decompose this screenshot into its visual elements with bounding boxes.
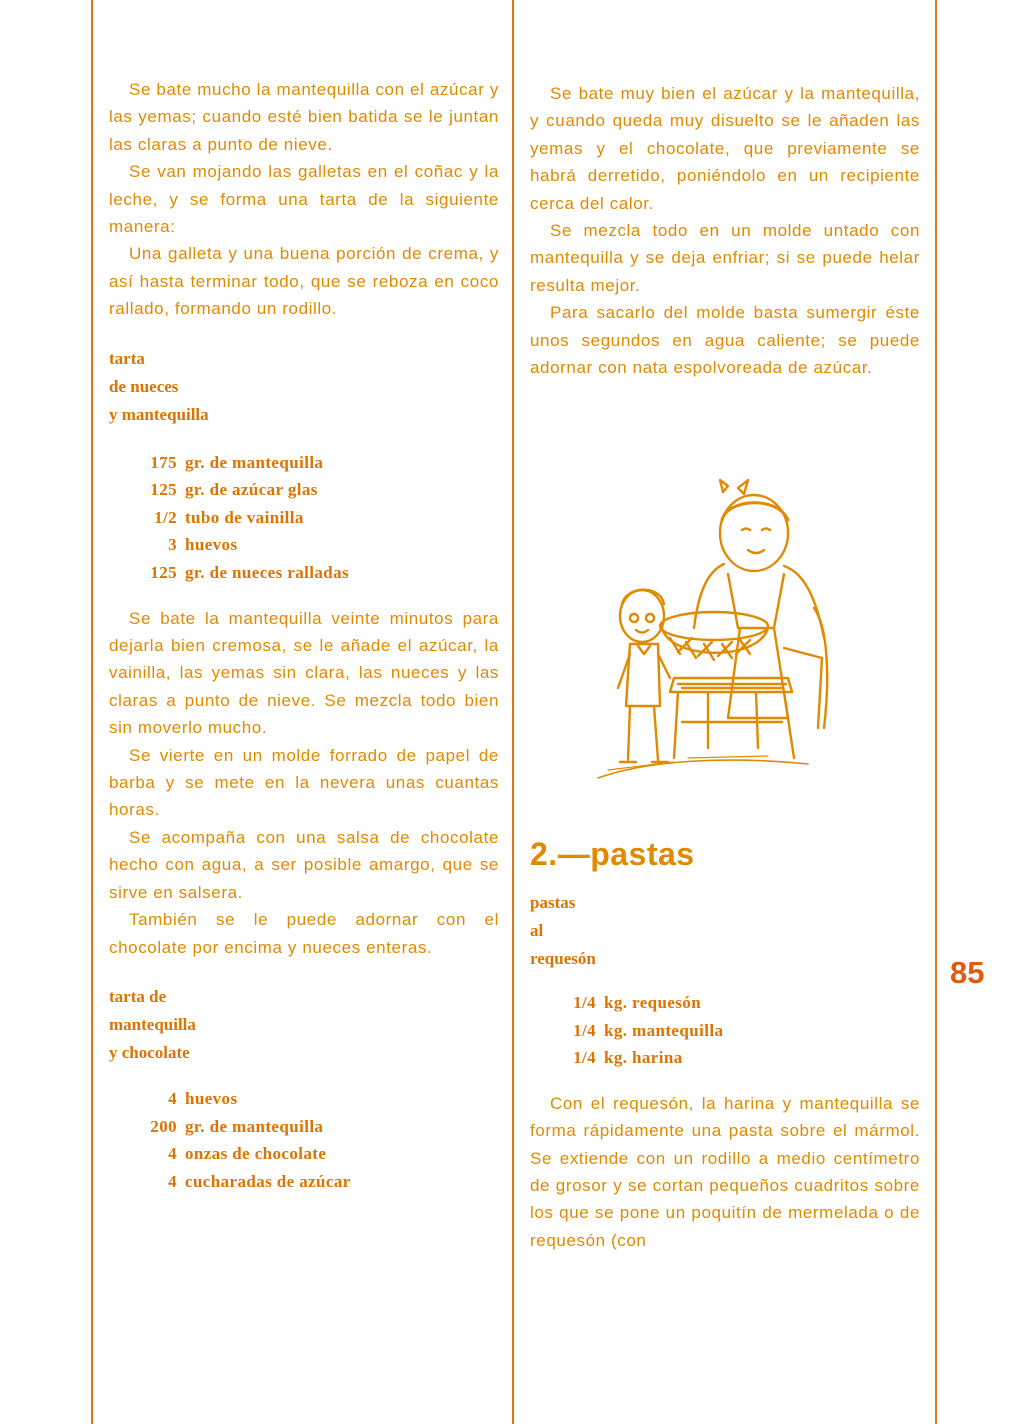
ingredient-item: [566, 1017, 920, 1045]
intro-paragraph: Se van mojando las galletas en el coñac y la leche, y se forma una tarta de la siguiente manera:: [109, 162, 499, 237]
ingredient-item: [566, 989, 920, 1017]
ingredient-qty: 4: [168, 1171, 177, 1191]
ingredient-item: [139, 1140, 499, 1168]
ingredient-qty: 1/4: [573, 993, 596, 1012]
column-rule-left: [91, 0, 93, 1424]
ingredient-name: kg. mantequilla: [604, 1020, 724, 1040]
ingredient-qty: 1/4: [573, 1020, 596, 1040]
recipe-title-line: tarta: [109, 348, 145, 368]
ingredient-item: [139, 531, 499, 559]
ingredient-qty: 125: [150, 563, 177, 583]
ingredient-item: [139, 1113, 499, 1141]
right-column-lower: [530, 836, 920, 1254]
ingredient-item: [139, 1085, 499, 1113]
ingredient-name: huevos: [185, 1088, 238, 1108]
ingredient-name: onzas de chocolate: [185, 1144, 327, 1164]
right-column: [530, 80, 920, 381]
body-paragraph: Con el requesón, la harina y mantequilla se forma rápidamente una pasta sobre el mármol. Se extiende con un rodillo a medio centímetro de grosor y se cortan pequeños cuadritos sobre los que se pone un poquitín de mermelada o de requesón (con: [530, 1093, 920, 1250]
recipe-title-line: tarta de: [109, 986, 167, 1006]
ingredient-list: [566, 989, 920, 1072]
recipe-title-nueces: [109, 345, 499, 429]
ingredient-qty: 4: [168, 1144, 177, 1164]
recipe-title-pastas: [530, 889, 920, 973]
ingredient-list: [139, 449, 499, 587]
recipe-title-line: y mantequilla: [109, 404, 209, 424]
intro-paragraph: Para sacarlo del molde basta sumergir éste unos segundos en agua caliente; se puede adornar con nata espolvoreada de azúcar.: [530, 303, 920, 378]
ingredient-item: [139, 449, 499, 477]
ingredient-qty: 1/2: [154, 507, 177, 527]
ingredient-list: [139, 1085, 499, 1195]
body-paragraph: También se le puede adornar con el chocolate por encima y nueces enteras.: [109, 910, 499, 957]
ingredient-qty: 3: [168, 535, 177, 555]
page-number: 85: [950, 955, 985, 990]
ingredient-qty: 175: [150, 452, 177, 472]
body-paragraph: Se acompaña con una salsa de chocolate hecho con agua, a ser posible amargo, que se sirve en salsera.: [109, 827, 499, 902]
recipe-title-chocolate: [109, 983, 499, 1067]
recipe-title-line: mantequilla: [109, 1014, 196, 1034]
ingredient-name: gr. de mantequilla: [185, 1116, 324, 1136]
recipe-title-line: y chocolate: [109, 1042, 190, 1062]
recipe-title-line: requesón: [530, 949, 596, 968]
ingredient-name: kg. harina: [604, 1048, 683, 1068]
ingredient-qty: 1/4: [573, 1048, 596, 1068]
ingredient-name: gr. de nueces ralladas: [185, 563, 350, 583]
left-column: [109, 76, 499, 1195]
ingredient-qty: 125: [150, 480, 177, 500]
ingredient-item: [139, 476, 499, 504]
ingredient-qty: 200: [150, 1116, 177, 1136]
intro-paragraph: Se mezcla todo en un molde untado con mantequilla y se deja enfriar; si se puede helar resulta mejor.: [530, 221, 920, 295]
ingredient-name: cucharadas de azúcar: [185, 1171, 351, 1191]
column-rule-center: [512, 0, 514, 1424]
ingredient-item: [139, 559, 499, 587]
recipe-title-line: al: [530, 921, 544, 940]
ingredient-item: [566, 1044, 920, 1072]
ingredient-item: [139, 504, 499, 532]
recipe-title-line: de nueces: [109, 376, 179, 396]
ingredient-name: kg. requesón: [604, 993, 702, 1012]
column-rule-right: [935, 0, 937, 1424]
ingredient-name: tubo de vainilla: [185, 507, 304, 527]
intro-paragraph: Se bate mucho la mantequilla con el azúcar y las yemas; cuando esté bien batida se le juntan las claras a punto de nieve.: [109, 80, 499, 154]
ingredient-name: huevos: [185, 535, 238, 555]
body-paragraph: Se vierte en un molde forrado de papel de barba y se mete en la nevera unas cuantas horas.: [109, 745, 499, 820]
intro-paragraph: Se bate muy bien el azúcar y la mantequilla, y cuando queda muy disuelto se le añaden las yemas y el chocolate, que previamente se habrá derretido, poniéndolo en un recipiente cerca del calor.: [530, 84, 920, 213]
ingredient-qty: 4: [168, 1088, 177, 1108]
body-paragraph: Se bate la mantequilla veinte minutos para dejarla bien cremosa, se le añade el azúcar, la vainilla, las yemas sin clara, las nueces y las claras a punto de nieve. Se mezcla todo bien sin moverlo mucho.: [109, 608, 499, 738]
recipe-title-line: pastas: [530, 893, 576, 912]
intro-paragraph: Una galleta y una buena porción de crema, y así hasta terminar todo, que se reboza en coco rallado, formando un rodillo.: [109, 244, 499, 319]
ingredient-name: gr. de azúcar glas: [185, 480, 318, 500]
cook-and-boy-illustration: [578, 478, 868, 790]
section-heading: 2.—pastas: [530, 836, 695, 872]
recipe-body: [530, 1090, 920, 1254]
ingredient-name: gr. de mantequilla: [185, 452, 324, 472]
ingredient-item: [139, 1168, 499, 1196]
recipe-body: [109, 605, 499, 961]
